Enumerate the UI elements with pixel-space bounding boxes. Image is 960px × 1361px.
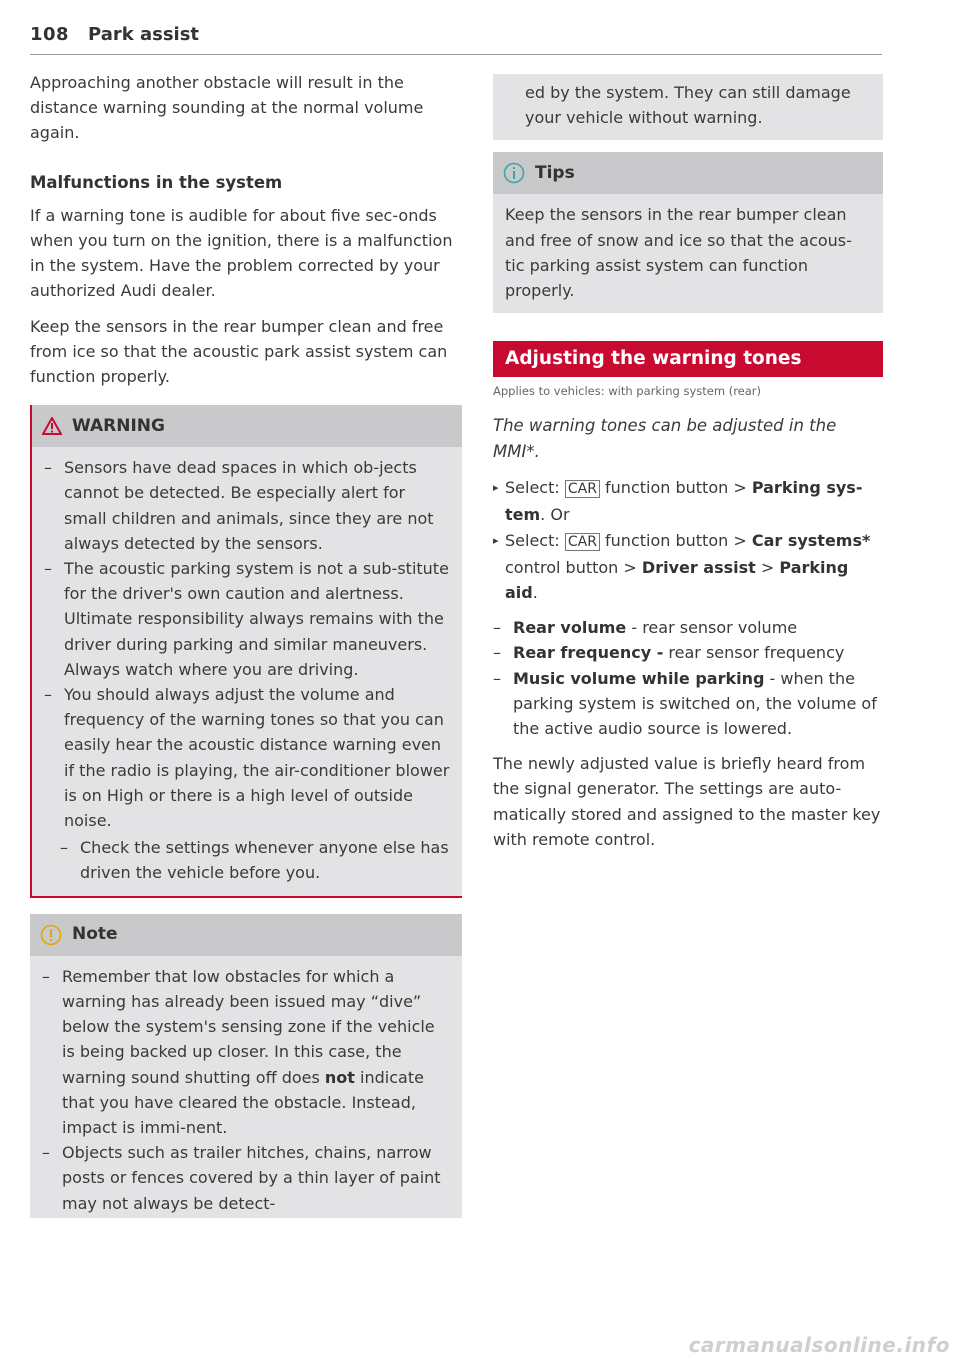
step-1-mid: function button >: [599, 478, 752, 498]
page-header: [30, 22, 882, 55]
info-icon: [503, 162, 525, 184]
warning-item: – Sensors have dead spaces in which ob-jects cannot be detected. Be especially alert for small children and animals, since they are not always detected by the sensors.: [44, 455, 450, 556]
option-label: Rear volume: [513, 618, 627, 638]
note-continued-text: ed by the system. They can still damage your vehicle without warning.: [525, 83, 851, 128]
option-desc: rear sensor frequency: [663, 643, 845, 663]
intro-text: The warning tones can be adjusted in the MMI*.: [493, 416, 837, 462]
paragraph-malfunction: If a warning tone is audible for about five sec-onds when you turn on the ignition, there is a malfunction in the system. Have the problem corrected by your authorized Audi dealer.: [30, 205, 453, 301]
tips-body: [493, 194, 883, 313]
note-exclamation-icon: [40, 924, 62, 946]
option-label: Rear frequency -: [513, 643, 664, 663]
note-item1-post: indicate that you have cleared the obstacle. Instead, impact is immi-nent.: [62, 1067, 424, 1137]
step-2-prefix: Select:: [505, 530, 565, 550]
note-body: [30, 956, 462, 1218]
warning-box: [30, 405, 462, 897]
tips-header: [493, 152, 883, 194]
warning-body: [32, 447, 462, 895]
note-box: [30, 914, 462, 1218]
warning-title: WARNING: [72, 415, 165, 436]
closing-paragraph: The newly adjusted value is briefly heard from the signal generator. The settings are auto-matically stored and assigned to the master key with remote control.: [493, 754, 881, 849]
note-item: [42, 964, 450, 1140]
car-key-label: CAR: [565, 533, 600, 551]
section-banner: Adjusting the warning tones: [493, 341, 883, 377]
warning-header: [32, 405, 462, 447]
warning-triangle-icon: [42, 417, 62, 435]
step-2-bold1: Car systems*: [751, 530, 871, 550]
step-1-suffix: . Or: [540, 505, 570, 525]
tips-box: [493, 152, 883, 313]
step-2-bold3: Parking aid: [505, 557, 849, 603]
note-item1-bold: not: [324, 1067, 355, 1087]
tips-title: Tips: [535, 162, 575, 183]
step-1: [493, 475, 883, 527]
paragraph-keep-sensors: Keep the sensors in the rear bumper clean and free from ice so that the acoustic park assist system can function properly.: [30, 316, 448, 387]
note-item1-pre: Remember that low obstacles for which a warning has already been issued may “dive” below the system's sensing zone if the vehicle is being backed up closer. In this case, the warning sound shutting off does: [62, 966, 435, 1087]
note-title: Note: [72, 924, 118, 945]
paragraph-approaching: Approaching another obstacle will result in the distance warning sounding at the normal volume again.: [30, 73, 424, 143]
right-column: [493, 70, 883, 862]
tips-text: Keep the sensors in the rear bumper clean and free of snow and ice so that the acous-tic parking assist system can function properly.: [505, 205, 852, 301]
page-section-title: Park assist: [88, 24, 200, 45]
option-label: Music volume while parking: [513, 668, 765, 688]
step-2: [493, 528, 883, 606]
watermark: carmanualsonline.info: [688, 1333, 950, 1357]
step-2-bold2: Driver assist: [641, 557, 756, 577]
step-2-sep: >: [755, 557, 780, 577]
step-1-prefix: Select:: [505, 478, 565, 498]
note-continued-box: [493, 74, 883, 140]
option-item: [493, 640, 883, 665]
note-header: [30, 914, 462, 956]
option-desc: - when the parking system is switched on, the volume of the active audio source is lowered.: [513, 668, 877, 739]
step-2-suffix: .: [532, 583, 538, 603]
applies-to: Applies to vehicles: with parking system (rear): [493, 384, 762, 399]
step-1-bold: Parking sys-tem: [505, 478, 863, 525]
step-2-mid2: control button >: [505, 557, 642, 577]
warning-sub-item: – Check the settings whenever anyone else has driven the vehicle before you.: [60, 835, 450, 885]
warning-item: – The acoustic parking system is not a sub-stitute for the driver's own caution and alertness. Ultimate responsibility always remains with the driver during parking and similar maneuvers. Always watch where you are driving.: [44, 556, 450, 682]
page-number: 108: [30, 24, 70, 45]
option-item: [493, 666, 883, 742]
left-column: [30, 70, 462, 1218]
car-key-label: CAR: [565, 480, 600, 498]
option-item: [493, 615, 883, 640]
warning-item: – You should always adjust the volume and frequency of the warning tones so that you can easily hear the acoustic distance warning even if the radio is playing, the air-conditioner blower is on High or there is a high level of outside noise.: [44, 682, 450, 833]
option-desc: - rear sensor volume: [626, 618, 798, 638]
note-item: – Objects such as trailer hitches, chains, narrow posts or fences covered by a thin layer of paint may not always be detect-: [42, 1140, 450, 1216]
malfunctions-heading: Malfunctions in the system: [30, 172, 283, 192]
step-2-mid: function button >: [599, 530, 752, 550]
